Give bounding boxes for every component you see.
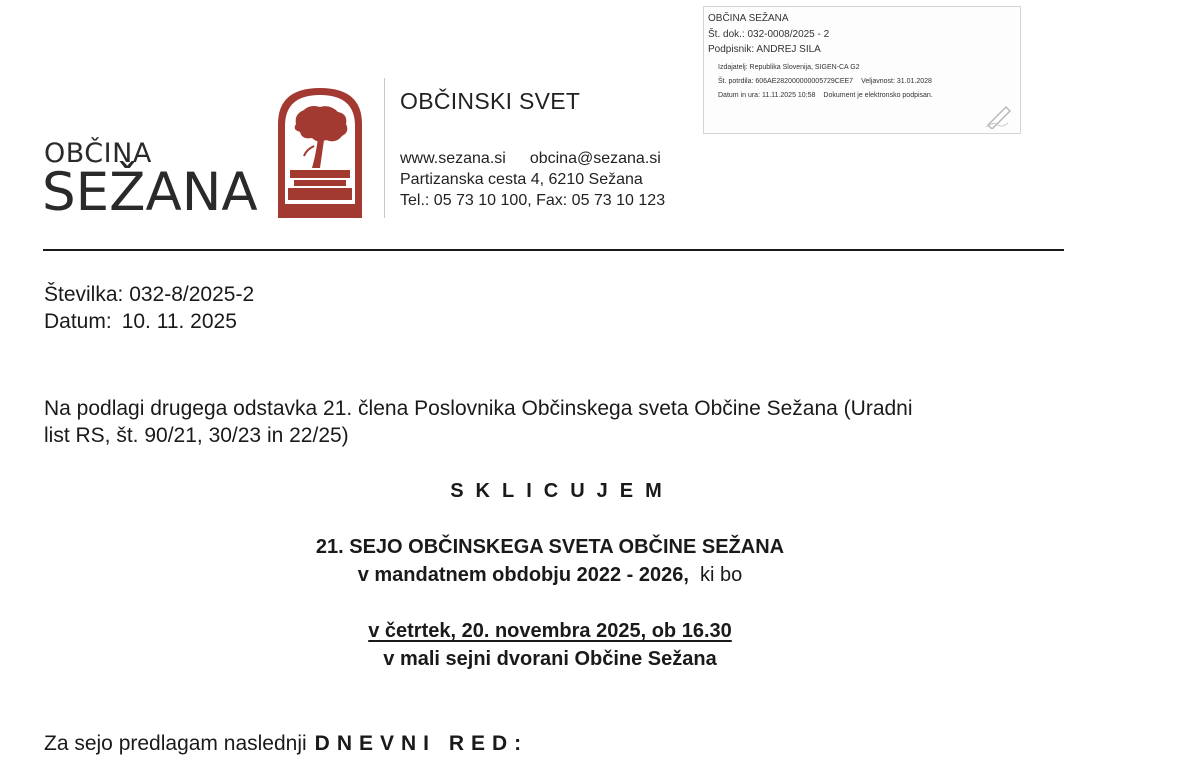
signature-date-line bbox=[718, 92, 933, 99]
signature-cert-number: Št. potrdila: 606AE282000000005729CEE7 bbox=[718, 78, 854, 85]
pen-icon bbox=[984, 101, 1016, 129]
signature-org: OBČINA SEŽANA bbox=[708, 13, 789, 24]
signature-issuer: Izdajatelj: Republika Slovenija, SIGEN-CA G2 bbox=[718, 64, 860, 71]
session-term bbox=[0, 564, 1100, 587]
date-value: 10. 11. 2025 bbox=[121, 310, 237, 333]
coat-of-arms-icon bbox=[274, 84, 366, 220]
date-label: Datum: bbox=[44, 310, 112, 333]
signature-doc-number: Št. dok.: 032-0008/2025 - 2 bbox=[708, 29, 830, 40]
agenda-intro bbox=[44, 732, 528, 756]
agenda-title: DNEVNI RED: bbox=[314, 732, 529, 755]
term-continuation: ki bo bbox=[700, 564, 743, 586]
session-location: v mali sejni dvorani Občine Sežana bbox=[383, 648, 717, 670]
email-link[interactable]: obcina@sezana.si bbox=[529, 150, 661, 167]
legal-basis-line-2: list RS, št. 90/21, 30/23 in 22/25) bbox=[44, 424, 349, 447]
signature-cert-line bbox=[718, 78, 932, 85]
document-number: Številka: 032-8/2025-2 bbox=[44, 283, 255, 306]
council-title: OBČINSKI SVET bbox=[400, 88, 581, 114]
signature-validity: Veljavnost: 31.01.2028 bbox=[861, 78, 932, 85]
electronic-signature-box bbox=[703, 6, 1021, 134]
legal-basis-line-1: Na podlagi drugega odstavka 21. člena Poslovnika Občinskega sveta Občine Sežana (Uradni bbox=[44, 397, 913, 420]
website-link[interactable]: www.sezana.si bbox=[400, 150, 506, 167]
signature-datetime: Datum in ura: 11.11.2025 10:58 bbox=[718, 92, 816, 99]
legal-basis-paragraph bbox=[44, 395, 1074, 449]
header-rule bbox=[43, 249, 1064, 251]
session-title: 21. SEJO OBČINSKEGA SVETA OBČINE SEŽANA bbox=[315, 536, 785, 558]
convene-heading: SKLICUJEM bbox=[450, 480, 674, 502]
logo-text-sezana: SEŽANA bbox=[42, 162, 258, 223]
session-datetime: v četrtek, 20. novembra 2025, ob 16.30 bbox=[368, 620, 732, 642]
agenda-intro-text: Za sejo predlagam naslednji bbox=[44, 732, 307, 755]
header-divider bbox=[384, 78, 385, 218]
phone-fax: Tel.: 05 73 10 100, Fax: 05 73 10 123 bbox=[400, 192, 666, 209]
contact-web-email bbox=[400, 151, 661, 167]
address: Partizanska cesta 4, 6210 Sežana bbox=[400, 171, 643, 188]
logo-text-obcina: OBČINA bbox=[44, 138, 152, 169]
term-text: v mandatnem obdobju 2022 - 2026, bbox=[357, 564, 689, 586]
signature-note: Dokument je elektronsko podpisan. bbox=[823, 92, 933, 99]
signature-signer: Podpisnik: ANDREJ SILA bbox=[708, 44, 821, 55]
document-date bbox=[44, 310, 237, 334]
